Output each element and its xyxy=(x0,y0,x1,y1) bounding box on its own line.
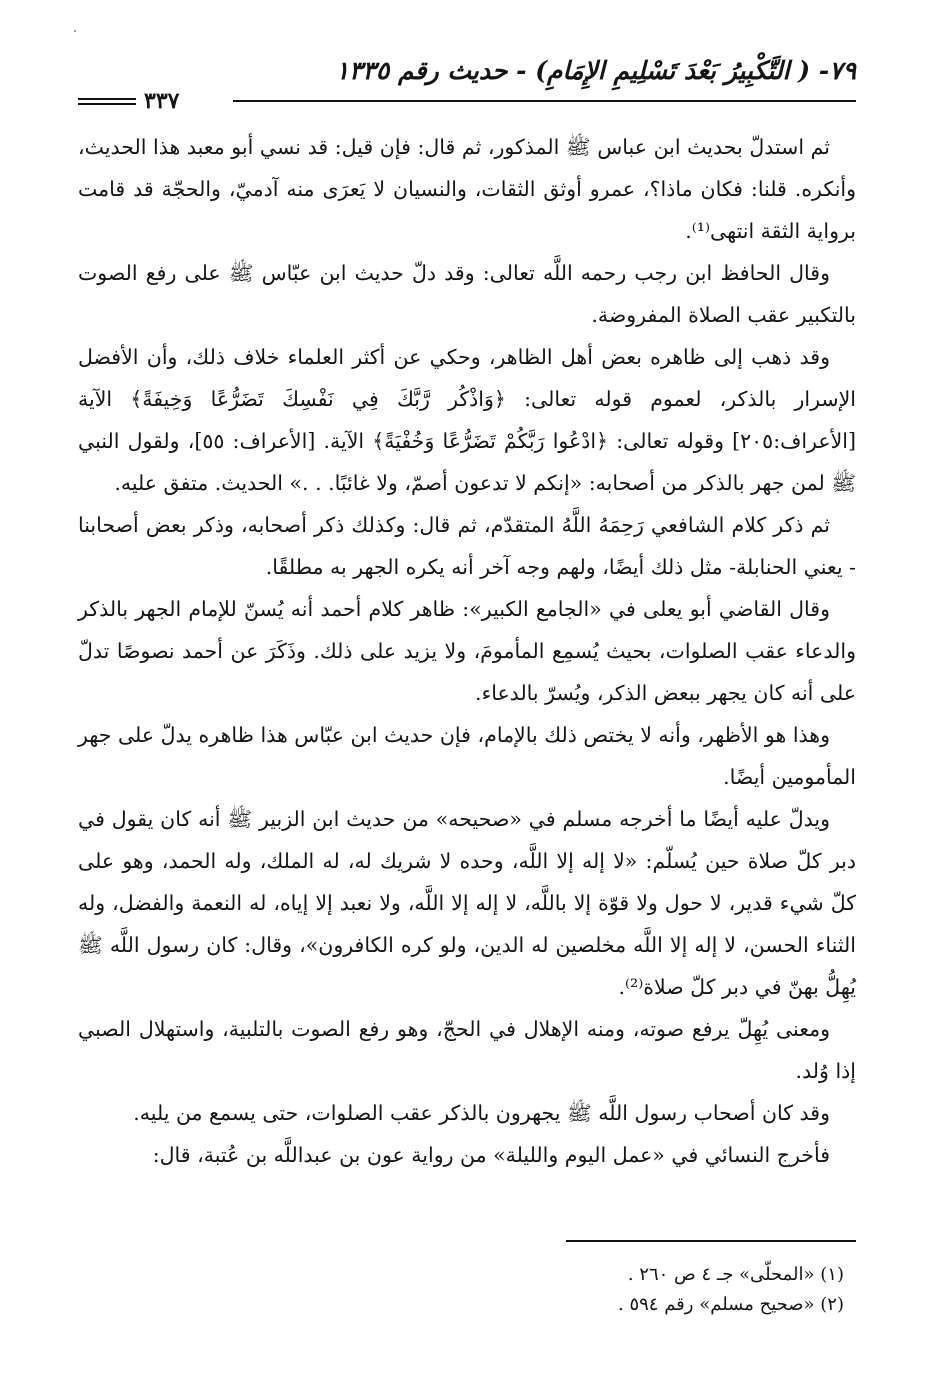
paragraph: ثم ذكر كلام الشافعي رَحِمَهُ اللَّهُ المتقدّم، ثم قال: وكذلك ذكر أصحابه، وذكر بعض أصحابنا - يعني الحنابلة- مثل ذلك أيضًا، ولهم وجه آخر أنه يكره الجهر به مطلقًا. xyxy=(78,513,856,579)
paragraph: وهذا هو الأظهر، وأنه لا يختص ذلك بالإمام، فإن حديث ابن عبّاس هذا ظاهره يدلّ على جهر المأمومين أيضًا. xyxy=(78,723,856,789)
running-title: ٧٩- ( التَّكْبِيرُ بَعْدَ تَسْلِيمِ الإِمَامِ) - حديث رقم ١٣٣٥ xyxy=(335,56,856,85)
footnote: (١) «المحلّى» جـ ٤ ص ٢٦٠ . xyxy=(627,1264,844,1285)
paragraph: وقال الحافظ ابن رجب رحمه اللَّه تعالى: وقد دلّ حديث ابن عبّاس ﷺ على رفع الصوت بالتكبير عقب الصلاة المفروضة. xyxy=(78,261,856,327)
footnote-separator xyxy=(566,1240,856,1242)
footnotes xyxy=(78,1260,844,1320)
paragraph: وقال القاضي أبو يعلى في «الجامع الكبير»: ظاهر كلام أحمد أنه يُسنّ للإمام الجهر بالذكر والدعاء عقب الصلوات، بحيث يُسمِع المأمومَ، ولا يزيد على ذلك. وذَكَرَ عن أحمد نصوصًا تدلّ على أنه كان يجهر ببعض الذكر، ويُسرّ بالدعاء. xyxy=(78,597,856,705)
paragraph: وقد ذهب إلى ظاهره بعض أهل الظاهر، وحكي عن أكثر العلماء خلاف ذلك، وأن الأفضل الإسرار بالذكر، لعموم قوله تعالى: ﴿وَاذْكُر رَّبَّكَ فِي نَفْسِكَ تَضَرُّعًا وَخِيفَةً﴾ الآية [الأعراف:٢٠٥] وقوله تعالى: ﴿ادْعُوا رَبَّكُمْ تَضَرُّعًا وَخُفْيَةً﴾ الآية. [الأعراف: ٥٥]، ولقول النبي ﷺ لمن جهر بالذكر من أصحابه: «إنكم لا تدعون أصمّ، ولا غائبًا. . .» الحديث. متفق عليه. xyxy=(78,345,856,495)
header-rule xyxy=(78,88,856,114)
scan-speck xyxy=(74,30,76,32)
paragraph: ثم استدلّ بحديث ابن عباس ﷺ المذكور، ثم قال: فإن قيل: قد نسي أبو معبد هذا الحديث، وأنكره. قلنا: فكان ماذا؟، عمرو أوثق الثقات، والنسيان لا يَعرَى منه آدميّ، والحجّة قد قامت برواية الثقة انتهى⁽¹⁾. xyxy=(78,135,856,243)
paragraph: وقد كان أصحاب رسول اللَّه ﷺ يجهرون بالذكر عقب الصلوات، حتى يسمع من يليه. xyxy=(133,1101,830,1125)
header-rule-left xyxy=(78,98,136,105)
paragraph: فأخرج النسائي في «عمل اليوم والليلة» من رواية عون بن عبداللَّه بن عُتبة، قال: xyxy=(152,1143,830,1167)
footnote: (٢) «صحيح مسلم» رقم ٥٩٤ . xyxy=(618,1294,844,1315)
page-header xyxy=(78,56,856,116)
paragraph: ومعنى يُهِلّ يرفع صوته، ومنه الإهلال في الحجّ، وهو رفع الصوت بالتلبية، واستهلال الصبي إذا وُلد. xyxy=(78,1017,856,1083)
page-number: ٣٣٧ xyxy=(144,88,180,114)
body-text xyxy=(78,126,856,1176)
header-rule-right xyxy=(233,100,856,102)
paragraph: ويدلّ عليه أيضًا ما أخرجه مسلم في «صحيحه» من حديث ابن الزبير ﷺ أنه كان يقول في دبر كلّ صلاة حين يُسلّم: «لا إله إلا اللَّه، وحده لا شريك له، له الملك، وله الحمد، وهو على كلّ شيء قدير، لا حول ولا قوّة إلا باللَّه، لا إله إلا اللَّه، ولا نعبد إلا إياه، له النعمة والفضل، وله الثناء الحسن، لا إله إلا اللَّه مخلصين له الدين، ولو كره الكافرون»، وقال: كان رسول اللَّه ﷺ يُهِلُّ بهنّ في دبر كلّ صلاة⁽²⁾. xyxy=(78,807,856,999)
